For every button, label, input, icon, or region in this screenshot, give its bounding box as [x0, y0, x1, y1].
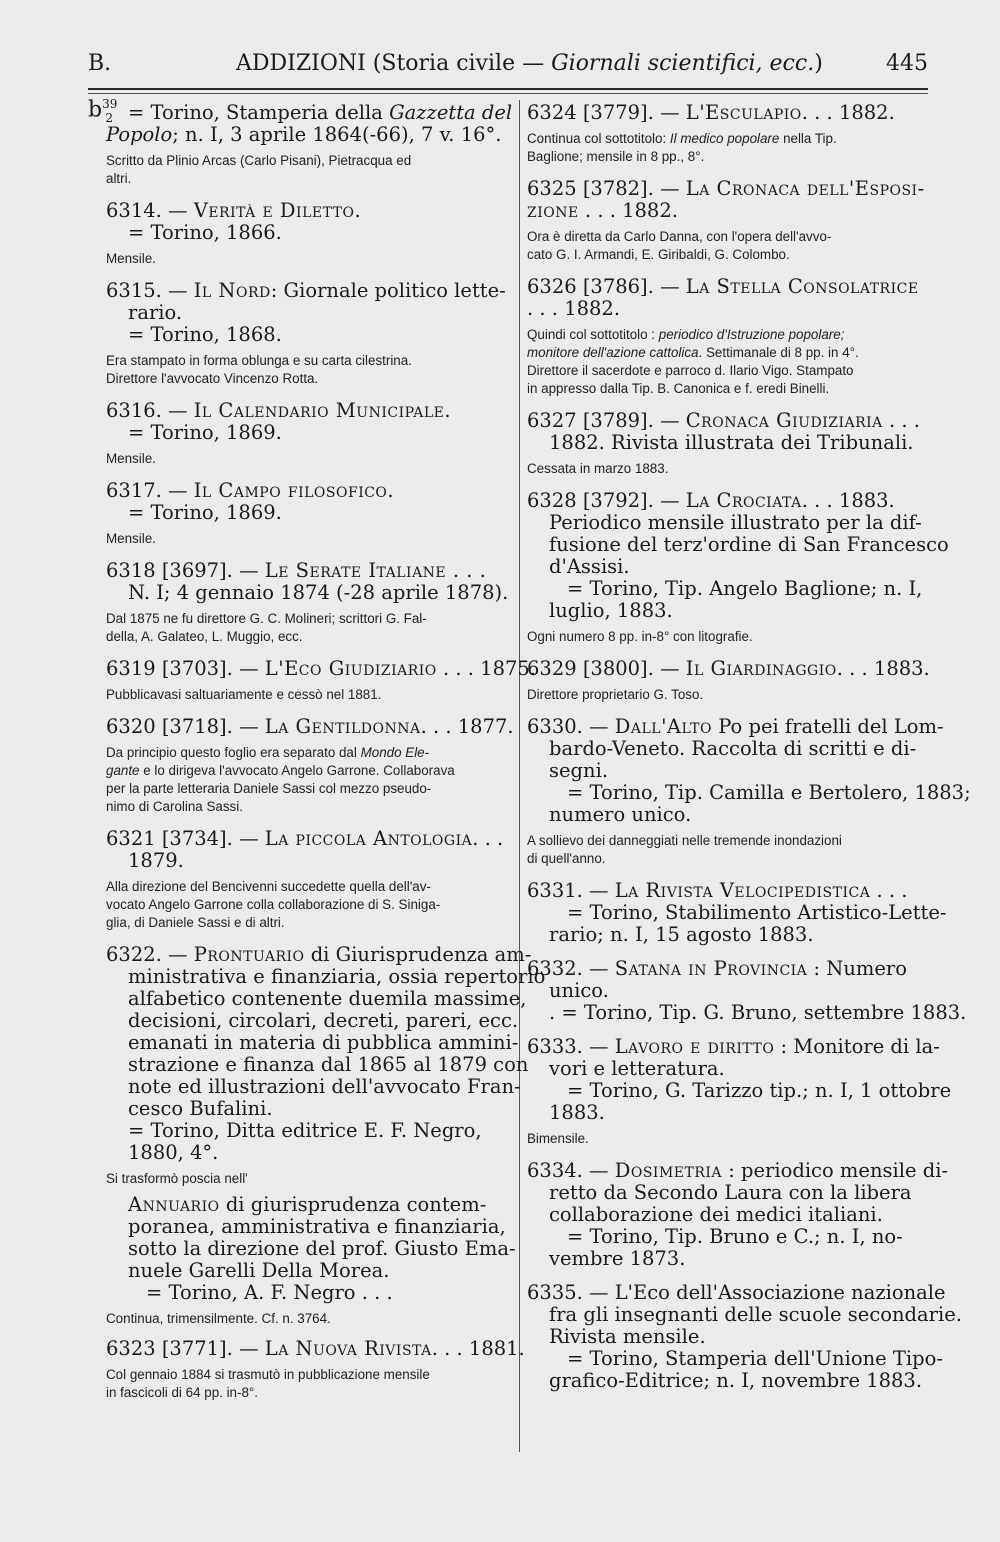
- entry-6329: 6329 [3800]. — Il Giardinaggio. . . 1883. Direttore proprietario G. Toso.: [527, 657, 930, 702]
- entry-6334: 6334. — Dosimetria : periodico mensile di- retto da Secondo Laura con la libera collaborazione dei medici italiani. = Torino, Tip. Bruno e C.; n. I, no- vembre 1873.: [527, 1159, 949, 1270]
- entry-6327: 6327 [3789]. — Cronaca Giudiziaria . . . 1882. Rivista illustrata dei Tribunali. Cessata in marzo 1883.: [527, 409, 920, 476]
- section-title: ADDIZIONI (Storia civile — Giornali scientifici, ecc.): [236, 51, 823, 76]
- running-header: [88, 44, 928, 125]
- entry-6330: 6330. — Dall'Alto Po pei fratelli del Lom- bardo-Veneto. Raccolta di scritti e di- segni. = Torino, Tip. Camilla e Bertolero, 1883; numero unico. A sollievo dei danneggiati nelle tremende inondazioni di quell'anno.: [527, 715, 971, 866]
- signature-mark: B. $b^{39}_2$: [88, 51, 118, 125]
- entry-6335: 6335. — L'Eco dell'Associazione nazionale fra gli insegnanti delle scuole secondarie. Rivista mensile. = Torino, Stamperia dell'Unione Tipo- grafico-Editrice; n. I, novembre 1883.: [527, 1281, 962, 1392]
- entry-6325: 6325 [3782]. — La Cronaca dell'Esposi- zione . . . 1882. Ora è diretta da Carlo Danna, con l'opera dell'avvo- cato G. I. Armandi, E. Giribaldi, G. Colombo.: [527, 177, 925, 262]
- entry-6317: 6317. — Il Campo filosofico. = Torino, 1869. Mensile.: [106, 479, 395, 546]
- entry-6322: 6322. — Prontuario di Giurisprudenza am- ministrativa e finanziaria, ossia repertorio alfabetico contenente duemila massime, decisioni, circolari, decreti, pareri, ecc. emanati in materia di pubblica ammini- strazione e finanza dal 1865 al 1879 con note ed illustrazioni dell'avvocato Fran- cesco Bufalini. = Torino, Ditta editrice E. F. Negro, 1880, 4°. Si trasformò poscia nell': [106, 943, 546, 1186]
- entry-6314: 6314. — Verità e Diletto. = Torino, 1866. Mensile.: [106, 199, 362, 266]
- entry-6323: 6323 [3771]. — La Nuova Rivista. . . 1881. Col gennaio 1884 si trasmutò in pubblicazione mensile in fascicoli di 64 pp. in-8°.: [106, 1337, 525, 1400]
- page-number: 445: [886, 51, 928, 76]
- entry-6318: 6318 [3697]. — Le Serate Italiane . . . N. I; 4 gennaio 1874 (-28 aprile 1878). Dal 1875 ne fu direttore G. C. Molineri; scrittori G. Fal- della, A. Galateo, L. Muggio, ecc.: [106, 559, 509, 644]
- column-divider: [519, 100, 520, 1452]
- entry-6320: 6320 [3718]. — La Gentildonna. . . 1877. Da principio questo foglio era separato dal Mondo Ele- gante e lo dirigeva l'avvocato Angelo Garrone. Collaborava per la parte letteraria Daniele Sassi col mezzo pseudo- nimo di Carolina Sassi.: [106, 715, 514, 814]
- header-rule: [88, 88, 928, 90]
- left-column: [106, 94, 546, 1402]
- entry-annuario: Annuario di giurisprudenza contem- poranea, amministrativa e finanziaria, sotto la direzione del prof. Giusto Ema- nuele Garelli Della Morea. = Torino, A. F. Negro . . . Continua, trimensilmente. Cf. n. 3764.: [106, 1193, 516, 1326]
- entry-6321: 6321 [3734]. — La piccola Antologia. . . 1879. Alla direzione del Bencivenni succedette quella dell'av- vocato Angelo Garrone colla collaborazione di S. Siniga- glia, di Daniele Sassi e di altri.: [106, 827, 504, 930]
- entry-6324: 6324 [3779]. — L'Esculapio. . . 1882. Continua col sottotitolo: Il medico popolare nella Tip. Baglione; mensile in 8 pp., 8°.: [527, 101, 895, 164]
- entry-continuation: = Torino, Stamperia della Gazzetta del Popolo; n. I, 3 aprile 1864(-66), 7 v. 16°. Scritto da Plinio Arcas (Carlo Pisani), Pietracqua ed altri.: [106, 101, 513, 186]
- entry-6332: 6332. — Satana in Provincia : Numero unico. . = Torino, Tip. G. Bruno, settembre 1883.: [527, 957, 967, 1024]
- entry-6326: 6326 [3786]. — La Stella Consolatrice . . . 1882. Quindi col sottotitolo : periodico d'Istruzione popolare; monitore dell'azione cattolica. Settimanale di 8 pp. in 4°. Direttore il sacerdote e parroco d. Ilario Vigo. Stampato in appresso dalla Tip. B. Canonica e f. eredi Binelli.: [527, 275, 919, 396]
- entry-6328: 6328 [3792]. — La Crociata. . . 1883. Periodico mensile illustrato per la dif- fusione del terz'ordine di San Francesco d'Assisi. = Torino, Tip. Angelo Baglione; n. I, luglio, 1883. Ogni numero 8 pp. in-8° con litografie.: [527, 489, 949, 644]
- entry-6319: 6319 [3703]. — L'Eco Giudiziario . . . 1875. Pubblicavasi saltuariamente e cessò nel 1881.: [106, 657, 536, 702]
- entry-6315: 6315. — Il Nord: Giornale politico lette- rario. = Torino, 1868. Era stampato in forma oblunga e su carta cilestrina. Direttore l'avvocato Vincenzo Rotta.: [106, 279, 506, 386]
- entry-6316: 6316. — Il Calendario Municipale. = Torino, 1869. Mensile.: [106, 399, 452, 466]
- entry-6333: 6333. — Lavoro e diritto : Monitore di la- vori e letteratura. = Torino, G. Tarizzo tip.; n. I, 1 ottobre 1883. Bimensile.: [527, 1035, 952, 1146]
- right-column: [527, 94, 971, 1392]
- entry-6331: 6331. — La Rivista Velocipedistica . . . = Torino, Stabilimento Artistico-Lette- rario; n. I, 15 agosto 1883.: [527, 879, 947, 946]
